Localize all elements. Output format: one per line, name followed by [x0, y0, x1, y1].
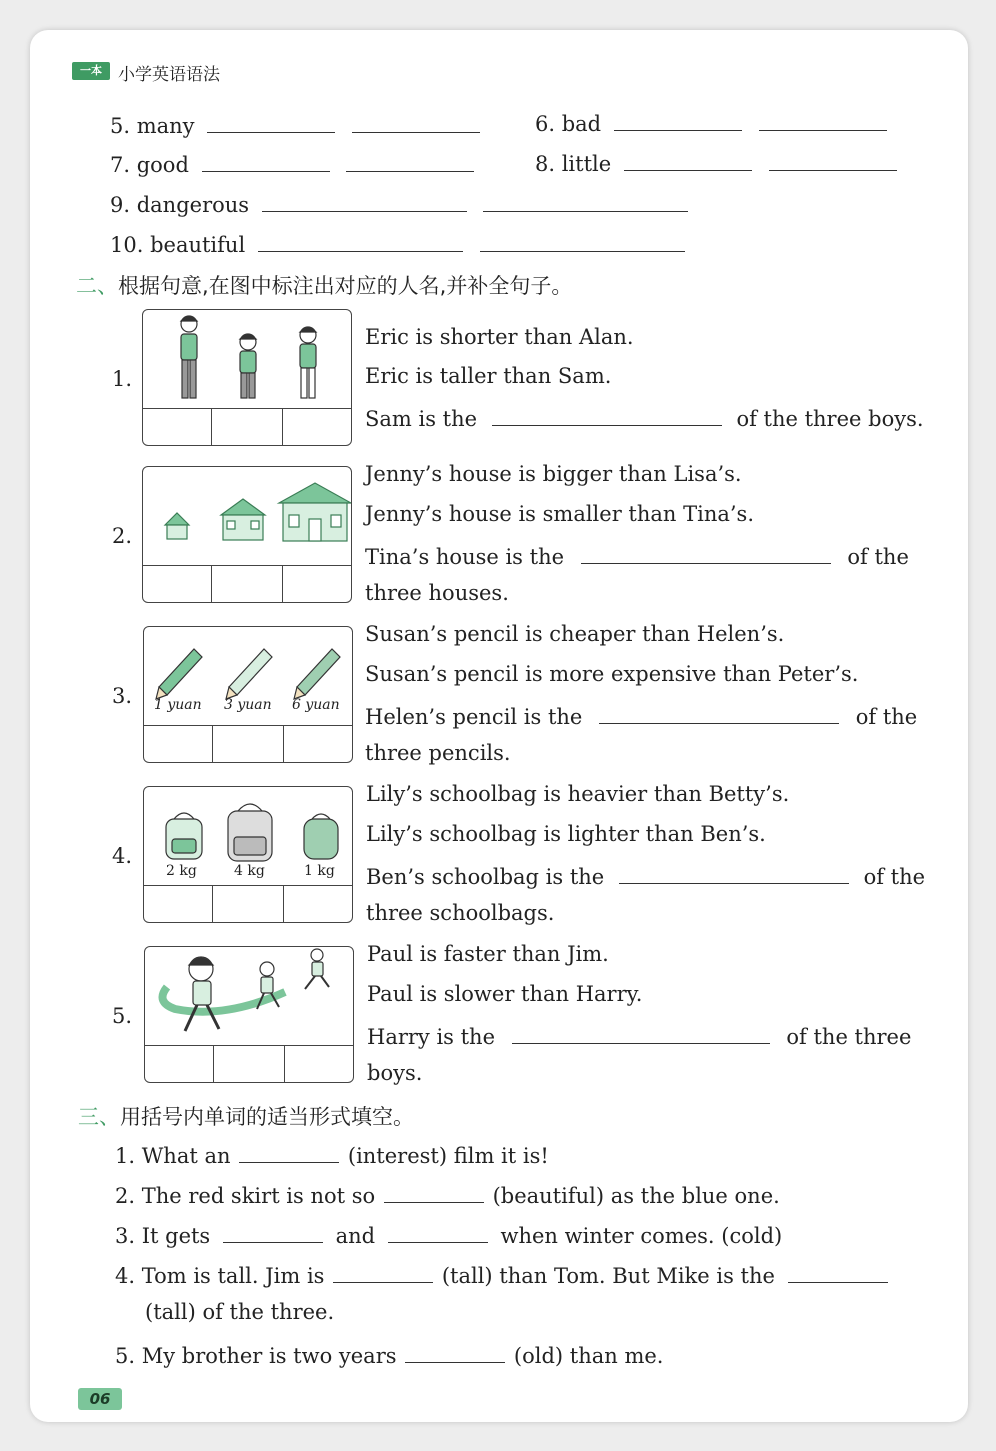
answer-blank[interactable]	[239, 1140, 339, 1163]
answer-blank[interactable]	[405, 1340, 505, 1363]
word-item: 8. little	[535, 148, 897, 176]
section-heading: 三、用括号内单词的适当形式填空。	[78, 1105, 414, 1129]
name-cell[interactable]	[143, 409, 212, 445]
house-icon	[143, 467, 351, 565]
sentence: three pencils.	[365, 741, 511, 765]
fill-sentence: 1. What an (interest) film it is!	[115, 1140, 549, 1168]
sentence: Lily’s schoolbag is heavier than Betty’s.	[366, 782, 790, 806]
runner-icon	[145, 947, 353, 1045]
answer-blank[interactable]	[581, 541, 831, 564]
weight-label: 4 kg	[234, 863, 265, 879]
name-cell[interactable]	[144, 886, 213, 922]
name-cell[interactable]	[143, 566, 212, 602]
fill-sentence: 3. It gets and when winter comes. (cold)	[115, 1220, 782, 1248]
sentence: Lily’s schoolbag is lighter than Ben’s.	[366, 822, 766, 846]
pencils-illustration	[144, 627, 352, 726]
answer-blank[interactable]	[202, 149, 330, 172]
answer-blank[interactable]	[483, 189, 688, 212]
houses-illustration	[143, 467, 351, 566]
book-title: 小学英语语法	[118, 65, 220, 85]
answer-blank[interactable]	[388, 1220, 488, 1243]
answer-blank[interactable]	[480, 229, 685, 252]
runners-illustration	[145, 947, 353, 1046]
sentence: Jenny’s house is bigger than Lisa’s.	[365, 462, 742, 486]
answer-blank[interactable]	[512, 1021, 770, 1044]
name-cell[interactable]	[145, 1046, 214, 1082]
sentence: Harry is the of the three	[367, 1021, 911, 1049]
answer-blank[interactable]	[352, 110, 480, 133]
price-label: 1 yuan	[154, 697, 202, 713]
sentence: Paul is faster than Jim.	[367, 942, 609, 966]
picture-box	[142, 309, 352, 446]
fill-sentence: 5. My brother is two years (old) than me.	[115, 1340, 663, 1368]
answer-blank[interactable]	[262, 189, 467, 212]
picture-box	[143, 786, 353, 923]
question-number: 4.	[112, 844, 133, 868]
weight-label: 2 kg	[166, 863, 197, 879]
weight-label: 1 kg	[304, 863, 335, 879]
sentence: three houses.	[365, 581, 509, 605]
name-cell[interactable]	[212, 566, 283, 602]
sentence: Helen’s pencil is the of the	[365, 701, 917, 729]
sentence: boys.	[367, 1061, 423, 1085]
question-number: 1.	[112, 367, 133, 391]
sentence: Tina’s house is the of the	[365, 541, 909, 569]
price-label: 6 yuan	[292, 697, 340, 713]
fill-sentence: 4. Tom is tall. Jim is (tall) than Tom. But Mike is the	[115, 1260, 888, 1288]
name-cell[interactable]	[213, 726, 284, 762]
answer-blank[interactable]	[384, 1180, 484, 1203]
boys-icon	[143, 310, 351, 408]
answer-blank[interactable]	[333, 1260, 433, 1283]
answer-blank[interactable]	[258, 229, 463, 252]
question-number: 5.	[112, 1004, 133, 1028]
answer-blank[interactable]	[346, 149, 474, 172]
price-label: 3 yuan	[224, 697, 272, 713]
answer-blank[interactable]	[492, 403, 722, 426]
word-item: 7. good	[110, 149, 474, 177]
sentence: Susan’s pencil is cheaper than Helen’s.	[365, 622, 785, 646]
answer-blank[interactable]	[614, 108, 742, 131]
answer-blank[interactable]	[207, 110, 335, 133]
answer-blank[interactable]	[788, 1260, 888, 1283]
answer-blank[interactable]	[599, 701, 839, 724]
name-cell[interactable]	[212, 409, 283, 445]
sentence: Eric is taller than Sam.	[365, 364, 612, 388]
sentence: Eric is shorter than Alan.	[365, 325, 634, 349]
sentence: Ben’s schoolbag is the of the	[366, 861, 925, 889]
sentence: Susan’s pencil is more expensive than Peter’s.	[365, 662, 859, 686]
question-number: 2.	[112, 524, 133, 548]
schoolbags-illustration	[144, 787, 352, 886]
brand-badge: 一本	[72, 62, 110, 80]
word-item: 9. dangerous	[110, 189, 688, 217]
fill-sentence: (tall) of the three.	[145, 1300, 335, 1324]
sentence: Jenny’s house is smaller than Tina’s.	[365, 502, 754, 526]
word-item: 6. bad	[535, 108, 887, 136]
sentence: three schoolbags.	[366, 901, 555, 925]
boys-illustration	[143, 310, 351, 409]
name-cell[interactable]	[213, 886, 284, 922]
word-item: 5. many	[110, 110, 480, 138]
fill-sentence: 2. The red skirt is not so (beautiful) as the blue one.	[115, 1180, 780, 1208]
question-number: 3.	[112, 684, 133, 708]
picture-box	[143, 626, 353, 763]
answer-blank[interactable]	[769, 148, 897, 171]
answer-blank[interactable]	[624, 148, 752, 171]
section-heading: 二、根据句意,在图中标注出对应的人名,并补全句子。	[76, 274, 573, 298]
picture-box	[142, 466, 352, 603]
answer-blank[interactable]	[223, 1220, 323, 1243]
answer-blank[interactable]	[619, 861, 849, 884]
name-cell[interactable]	[144, 726, 213, 762]
answer-blank[interactable]	[759, 108, 887, 131]
word-item: 10. beautiful	[110, 229, 685, 257]
picture-box	[144, 946, 354, 1083]
name-cell[interactable]	[214, 1046, 285, 1082]
page-number: 06	[78, 1388, 122, 1410]
sentence: Paul is slower than Harry.	[367, 982, 643, 1006]
sentence: Sam is the of the three boys.	[365, 403, 924, 431]
